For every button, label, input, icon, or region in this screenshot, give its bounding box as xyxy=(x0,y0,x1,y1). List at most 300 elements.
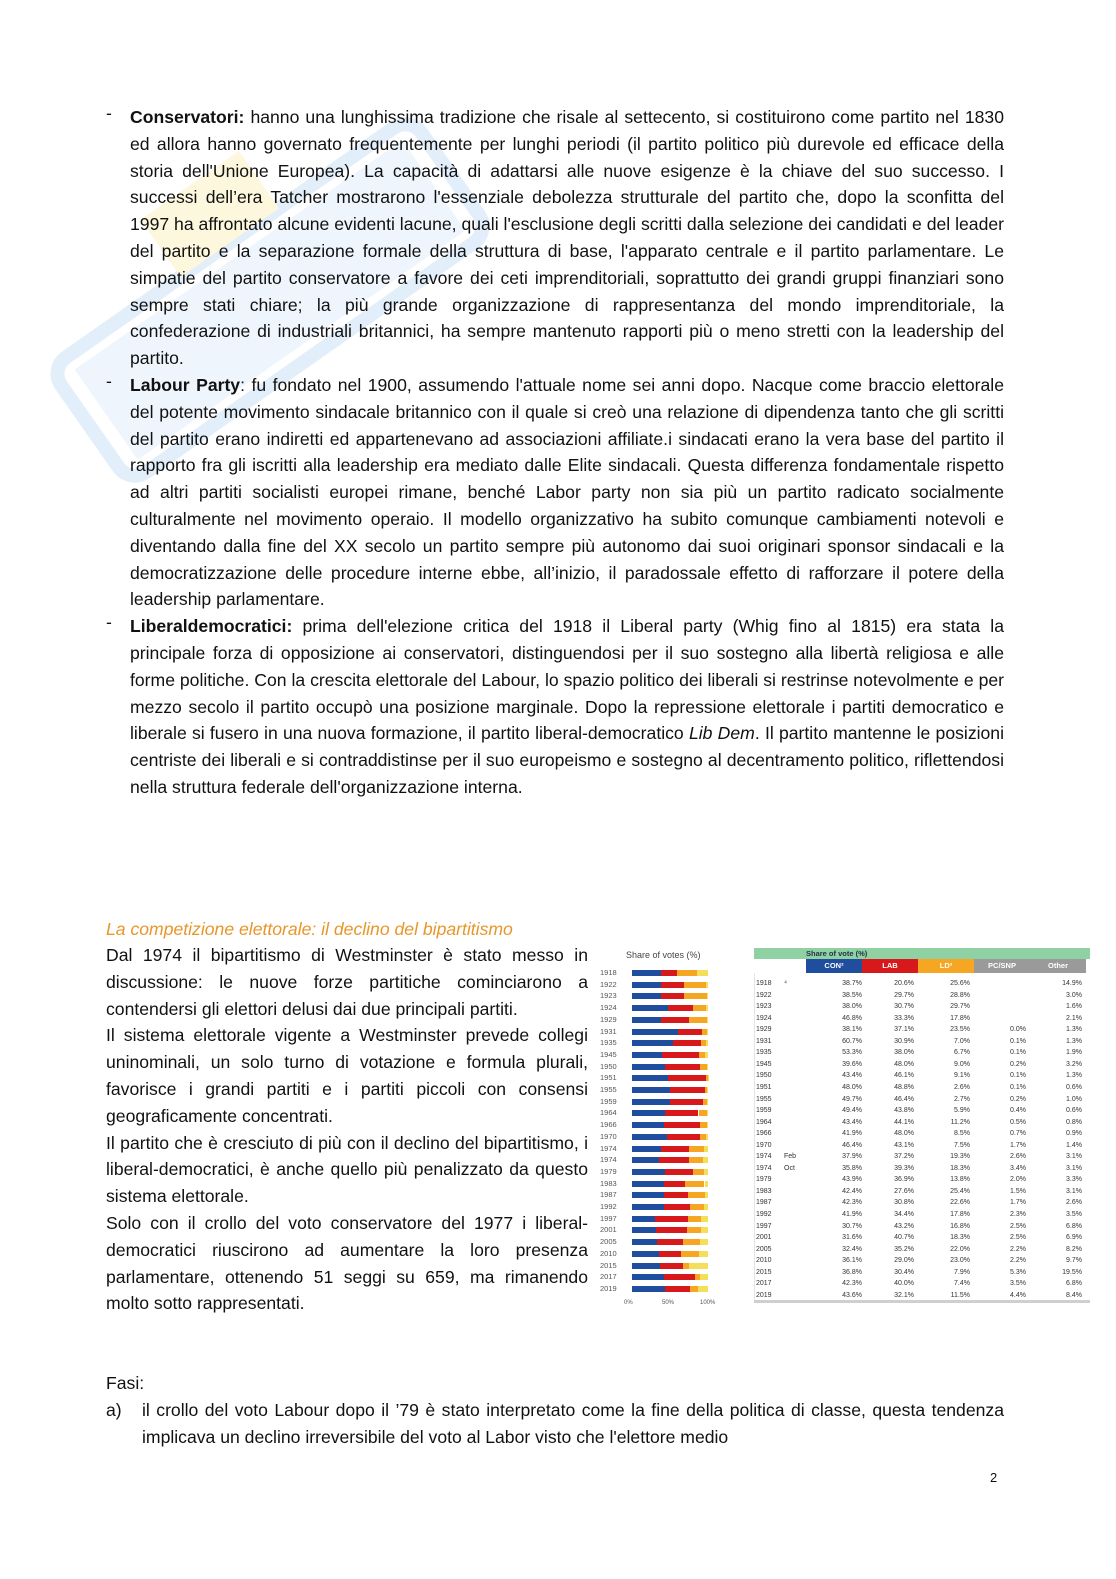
table-cell-lab: 39.3% xyxy=(894,1164,914,1172)
chart-year-label: 1945 xyxy=(600,1049,617,1059)
table-row xyxy=(754,1105,1090,1116)
chart-bar-segment-ld xyxy=(693,1169,703,1175)
chart-bar-segment-ld xyxy=(684,982,706,988)
chart-bar-segment-ld xyxy=(700,1064,707,1070)
table-row xyxy=(754,1047,1090,1058)
bullet-conservatori xyxy=(106,104,1004,372)
table-cell-year: 2017 xyxy=(756,1280,772,1288)
chart-bar xyxy=(632,1192,708,1198)
chart-year-label: 1935 xyxy=(600,1038,617,1048)
table-row xyxy=(754,1209,1090,1220)
chart-year-label: 1922 xyxy=(600,979,617,989)
table-row xyxy=(754,1163,1090,1174)
table-row xyxy=(754,1036,1090,1047)
table-cell-pc: 4.4% xyxy=(1010,1291,1026,1299)
table-cell-oth: 3.0% xyxy=(1066,991,1082,999)
table-cell-lab: 33.3% xyxy=(894,1014,914,1022)
chart-bar-segment-con xyxy=(632,1239,657,1245)
chart-bar xyxy=(632,1146,708,1152)
chart-year-label: 2019 xyxy=(600,1283,617,1293)
chart-bar-segment-other xyxy=(705,1181,708,1187)
chart-year-label: 1924 xyxy=(600,1003,617,1013)
chart-bar-segment-other xyxy=(698,1286,708,1292)
chart-bar-segment-con xyxy=(632,1146,661,1152)
table-cell-pc: 0.2% xyxy=(1010,1060,1026,1068)
table-cell-con: 42.3% xyxy=(842,1280,862,1288)
bullet-liberaldemocratici xyxy=(106,613,1004,801)
table-row xyxy=(754,1082,1090,1093)
table-cell-oth: 8.4% xyxy=(1066,1291,1082,1299)
chart-bar-segment-lab xyxy=(660,1263,683,1269)
chart-year-label: 2001 xyxy=(600,1225,617,1235)
table-cell-ld: 7.5% xyxy=(954,1141,970,1149)
table-cell-ld: 2.7% xyxy=(954,1095,970,1103)
table-cell-lab: 40.0% xyxy=(894,1280,914,1288)
table-cell-lab: 32.1% xyxy=(894,1291,914,1299)
chart-year-label: 1992 xyxy=(600,1202,617,1211)
table-cell-lab: 29.7% xyxy=(894,991,914,999)
chart-bar-segment-con xyxy=(632,982,661,988)
table-cell-oth: 1.3% xyxy=(1066,1037,1082,1045)
chart-bar-segment-lab xyxy=(661,982,684,988)
table-row xyxy=(754,1094,1090,1105)
paragraph: Il partito che è cresciuto di più con il declino del bipartitismo, i liberal-democratici, è anche quello più penalizzato da questo sistema elettorale. xyxy=(106,1132,588,1207)
table-cell-oth: 1.3% xyxy=(1066,1026,1082,1034)
fasi-heading: Fasi: xyxy=(106,1373,145,1393)
table-cell-ld: 5.9% xyxy=(954,1107,970,1115)
chart-bar xyxy=(632,993,708,999)
chart-year-label: 2015 xyxy=(600,1260,617,1270)
chart-bar-segment-con xyxy=(632,1052,662,1058)
table-cell-lab: 37.2% xyxy=(894,1153,914,1161)
table-row xyxy=(754,1267,1090,1278)
main-text xyxy=(106,104,1004,801)
chart-bar-segment-other xyxy=(707,1122,708,1128)
table-cell-con: 36.1% xyxy=(842,1257,862,1265)
chart-year-label: 1955 xyxy=(600,1085,617,1094)
chart-bar xyxy=(632,1029,708,1035)
table-cell-pc: 2.0% xyxy=(1010,1176,1026,1184)
chart-bar-segment-other xyxy=(699,1251,708,1257)
table-cell-pc: 0.7% xyxy=(1010,1130,1026,1138)
table-cell-year: 1935 xyxy=(756,1049,772,1057)
table-cell-oth: 3.1% xyxy=(1066,1164,1082,1172)
table-cell-lab: 46.1% xyxy=(894,1072,914,1080)
table-cell-pc: 3.4% xyxy=(1010,1164,1026,1172)
table-cell-pc: 0.1% xyxy=(1010,1049,1026,1057)
table-cell-lab: 48.8% xyxy=(894,1083,914,1091)
table-cell-ld: 23.5% xyxy=(950,1026,970,1034)
table-header-cell: LD³ xyxy=(918,959,974,973)
chart-bar xyxy=(632,1157,708,1163)
chart-bar-segment-other xyxy=(689,1263,708,1269)
section-title: La competizione elettorale: il declino del bipartitismo xyxy=(106,919,513,939)
chart-bar xyxy=(632,1181,708,1187)
chart-bar xyxy=(632,982,708,988)
bullet-text: hanno una lunghissima tradizione che risale al settecento, si costituirono come partito nel 1830 ed allora hanno governato frequentemente per lunghi periodi (il partito politico più durevole ed efficace della storia dell'Unione Europea). La capacità di adattarsi alle nuove esigenze è la chiave del suo successo. I successi dell’era Tatcher mostrarono l'essenziale debolezza strutturale del partito che, dopo la sconfitta del 1997 ha affrontato alcune evidenti lacune, quali l'esclusione degli scritti dalla selezione dei candidati e del leader del partito e la separazione formale della struttura di base, l'apparato centrale e il partito parlamentare. Le simpatie del partito conservatore a favore dei ceti imprenditoriali, soprattutto dei grandi gruppi finanziari sono sempre stati chiare; la più grande organizzazione di rappresentanza del mondo imprenditoriale, la confederazione di industriali britannici, ha sempre mantenuto rapporti più o meno stretti con la leadership del partito. xyxy=(130,107,1004,369)
table-cell-note: ⁴ xyxy=(784,980,788,987)
table-cell-year: 1955 xyxy=(756,1095,772,1103)
chart-bar xyxy=(632,1239,708,1245)
chart-bar-segment-lab xyxy=(661,993,684,999)
table-cell-oth: 3.2% xyxy=(1066,1060,1082,1068)
chart-bar-segment-con xyxy=(632,1017,661,1023)
bullet-dash: - xyxy=(106,370,112,391)
table-row xyxy=(754,1001,1090,1012)
chart-bar-segment-lab xyxy=(664,1192,687,1198)
table-cell-year: 1974 xyxy=(756,1164,772,1172)
chart-bar-segment-ld xyxy=(681,1251,698,1257)
table-cell-ld: 28.8% xyxy=(950,991,970,999)
chart-bar-segment-other xyxy=(707,1029,708,1035)
table-cell-ld: 22.0% xyxy=(950,1245,970,1253)
table-cell-con: 38.1% xyxy=(842,1026,862,1034)
bullet-title: Conservatori: xyxy=(130,107,245,127)
chart-bar-segment-lab xyxy=(668,1075,705,1081)
table-cell-ld: 9.1% xyxy=(954,1072,970,1080)
paragraph: Dal 1974 il bipartitismo di Westminster è stato messo in discussione: le nuove forze partitiche cominciarono a contendersi gli elettori delusi dai due principali partiti. xyxy=(106,945,588,1019)
table-cell-lab: 37.1% xyxy=(894,1026,914,1034)
chart-bar-segment-other xyxy=(707,1017,708,1023)
chart-year-label: 1950 xyxy=(600,1061,617,1071)
chart-bar-segment-ld xyxy=(684,993,707,999)
chart-bar-segment-lab xyxy=(670,1099,703,1105)
table-cell-pc: 0.4% xyxy=(1010,1107,1026,1115)
table-cell-pc: 1.7% xyxy=(1010,1199,1026,1207)
bullet-italic: Lib Dem xyxy=(688,723,755,744)
table-cell-ld: 29.7% xyxy=(950,1003,970,1011)
chart-bar-segment-lab xyxy=(665,1110,699,1116)
table-cell-pc: 2.2% xyxy=(1010,1257,1026,1265)
chart-bar-segment-ld xyxy=(688,1192,705,1198)
bullet-text: : fu fondato nel 1900, assumendo l'attuale nome sei anni dopo. Nacque come braccio elettorale del potente movimento sindacale britannico con il quale si creò una relazione di dipendenza tanto che gli scritti del partito erano indiretti ed appartenevano ad associazioni affiliate.i sindacati erano la vera base del partito il rapporto fra gli iscritti alla leadership era mediato dalle Elite sindacali. Questa differenza fondamentale rispetto ad altri partiti socialisti europei rimane, benché Labor party non sia più un partito radicato socialmente culturalmente nel movimento operaio. Il modello organizzativo ha subito comunque cambiamenti notevoli e diventando dalla fine del XX secolo un partito sempre più autonomo dai suoi originari sponsor sindacali e la democratizzazione delle procedure interne ebbe, all’inizio, il paradossale effetto di rafforzare il potere della leadership parlamentare. xyxy=(130,374,1004,610)
chart-bar-segment-con xyxy=(632,1134,667,1140)
chart-bar-segment-lab xyxy=(659,1251,681,1257)
chart-year-label: 1983 xyxy=(600,1178,617,1188)
chart-bar xyxy=(632,1251,708,1257)
table-cell-ld: 25.6% xyxy=(950,980,970,987)
table-cell-oth: 1.4% xyxy=(1066,1141,1082,1149)
chart-bar xyxy=(632,1064,708,1070)
chart-bar-segment-con xyxy=(632,1110,665,1116)
table-header xyxy=(754,959,1090,973)
table-cell-ld: 7.4% xyxy=(954,1280,970,1288)
chart-x-tick: 100% xyxy=(700,1300,716,1306)
chart-bar-segment-ld xyxy=(683,1239,700,1245)
chart-year-label: 1929 xyxy=(600,1014,617,1024)
chart-bar-segment-con xyxy=(632,1204,664,1210)
chart-bar-segment-lab xyxy=(678,1029,701,1035)
chart-bar-segment-ld xyxy=(693,1005,707,1011)
table-cell-year: 1987 xyxy=(756,1199,772,1207)
chart-bar-segment-lab xyxy=(667,1134,700,1140)
table-row xyxy=(754,1221,1090,1232)
chart-bar-segment-con xyxy=(632,1064,665,1070)
page-number: 2 xyxy=(990,1470,998,1485)
table-cell-lab: 20.6% xyxy=(894,980,914,987)
chart-year-label: 1979 xyxy=(600,1166,617,1176)
chart-bar-segment-lab xyxy=(659,1157,689,1163)
table-cell-ld: 8.5% xyxy=(954,1130,970,1138)
table-cell-lab: 44.1% xyxy=(894,1118,914,1126)
table-cell-year: 1950 xyxy=(756,1072,772,1080)
chart-bar-segment-other xyxy=(697,970,708,976)
chart-bar-segment-lab xyxy=(656,1227,687,1233)
table-row xyxy=(754,1070,1090,1081)
table-cell-ld: 2.6% xyxy=(954,1083,970,1091)
fasi-section xyxy=(106,1370,1004,1450)
table-cell-con: 41.9% xyxy=(842,1130,862,1138)
table-cell-lab: 43.8% xyxy=(894,1107,914,1115)
chart-bar xyxy=(632,1075,708,1081)
chart-bar-segment-lab xyxy=(661,1017,689,1023)
table-cell-pc: 2.5% xyxy=(1010,1234,1026,1242)
chart-bar-segment-ld xyxy=(689,1017,707,1023)
table-row xyxy=(754,1186,1090,1197)
table-cell-lab: 27.6% xyxy=(894,1187,914,1195)
chart-bar-segment-other xyxy=(701,1227,708,1233)
table-cell-oth: 3.5% xyxy=(1066,1211,1082,1218)
table-cell-con: 30.7% xyxy=(842,1222,862,1230)
chart-year-label: 1964 xyxy=(600,1108,617,1118)
chart-bar-segment-other xyxy=(700,1239,708,1245)
bullet-title: Liberaldemocratici: xyxy=(130,616,293,637)
fasi-item-label: a) xyxy=(106,1399,122,1420)
table-cell-oth: 3.3% xyxy=(1066,1176,1082,1184)
bullet-labour xyxy=(106,372,1004,613)
table-cell-pc: 0.5% xyxy=(1010,1118,1026,1126)
table-cell-ld: 16.8% xyxy=(950,1222,970,1230)
chart-bar-segment-con xyxy=(632,1099,670,1105)
table-title: Share of vote (%) xyxy=(806,949,868,958)
table-cell-pc: 2.5% xyxy=(1010,1222,1026,1230)
table-cell-lab: 34.4% xyxy=(894,1211,914,1218)
chart-bar xyxy=(632,970,708,976)
table-cell-con: 43.4% xyxy=(842,1118,862,1126)
table-cell-oth: 1.9% xyxy=(1066,1049,1082,1057)
table-cell-oth: 0.8% xyxy=(1066,1118,1082,1126)
fasi-item xyxy=(106,1397,1004,1451)
table-cell-oth: 3.1% xyxy=(1066,1153,1082,1161)
chart-bar-segment-other xyxy=(707,1064,708,1070)
table-cell-con: 43.9% xyxy=(842,1176,862,1184)
table-cell-con: 46.4% xyxy=(842,1141,862,1149)
chart-bar-segment-ld xyxy=(689,1146,704,1152)
chart-bar-segment-other xyxy=(706,1040,708,1046)
chart-bar-segment-lab xyxy=(670,1087,705,1093)
table-cell-year: 2001 xyxy=(756,1234,772,1242)
table-cell-year: 1997 xyxy=(756,1222,772,1230)
chart-bar-segment-con xyxy=(632,1087,670,1093)
table-row xyxy=(754,1232,1090,1243)
chart-x-tick: 0% xyxy=(624,1300,633,1306)
chart-bar-segment-other xyxy=(704,1204,708,1210)
table-cell-lab: 43.2% xyxy=(894,1222,914,1230)
table-row xyxy=(754,1013,1090,1024)
table-cell-year: 1924 xyxy=(756,1014,772,1022)
chart-bar-segment-ld xyxy=(689,1157,703,1163)
chart-bar xyxy=(632,1005,708,1011)
table-cell-year: 2019 xyxy=(756,1291,772,1299)
chart-bar-segment-ld xyxy=(699,1052,706,1058)
table-cell-con: 39.6% xyxy=(842,1060,862,1068)
chart-bar-segment-lab xyxy=(664,1181,685,1187)
table-row xyxy=(754,1140,1090,1151)
chart-bar-segment-con xyxy=(632,970,661,976)
chart-bar xyxy=(632,1169,708,1175)
table-row xyxy=(754,1290,1090,1301)
chart-bar xyxy=(632,1017,708,1023)
table-cell-lab: 46.4% xyxy=(894,1095,914,1103)
table-cell-con: 32.4% xyxy=(842,1245,862,1253)
vote-share-chart xyxy=(600,948,740,1310)
table-cell-ld: 25.4% xyxy=(950,1187,970,1195)
table-cell-oth: 6.8% xyxy=(1066,1222,1082,1230)
table-cell-con: 43.6% xyxy=(842,1291,862,1299)
table-cell-lab: 48.0% xyxy=(894,1060,914,1068)
chart-bar-segment-con xyxy=(632,1005,668,1011)
table-cell-ld: 13.8% xyxy=(950,1176,970,1184)
chart-bar-segment-con xyxy=(632,1274,664,1280)
chart-bar xyxy=(632,1274,708,1280)
paragraph: Solo con il crollo del voto conservatore del 1977 i liberal-democratici riuscirono ad aumentare la loro presenza parlamentare, ottenendo 51 seggi su 659, ma rimanendo molto sotto rappresentati. xyxy=(106,1212,588,1314)
chart-year-label: 1959 xyxy=(600,1096,617,1106)
table-cell-lab: 38.0% xyxy=(894,1049,914,1057)
table-cell-year: 1931 xyxy=(756,1037,772,1045)
table-cell-year: 2015 xyxy=(756,1268,772,1276)
table-cell-year: 1992 xyxy=(756,1211,772,1218)
table-cell-ld: 6.7% xyxy=(954,1049,970,1057)
chart-bar xyxy=(632,1110,708,1116)
table-cell-year: 1974 xyxy=(756,1153,772,1161)
bullet-title: Labour Party xyxy=(130,374,241,395)
chart-bar-segment-other xyxy=(705,1192,708,1198)
table-row xyxy=(754,1059,1090,1070)
chart-year-label: 1966 xyxy=(600,1120,617,1130)
table-cell-lab: 30.7% xyxy=(894,1003,914,1011)
chart-bar-segment-ld xyxy=(687,1227,701,1233)
chart-year-label: 1970 xyxy=(600,1131,617,1141)
table-cell-con: 42.4% xyxy=(842,1187,862,1195)
table-cell-oth: 0.6% xyxy=(1066,1083,1082,1091)
chart-year-label: 1951 xyxy=(600,1073,617,1083)
table-cell-year: 1922 xyxy=(756,991,772,999)
chart-bar-segment-ld xyxy=(699,1110,708,1116)
table-cell-lab: 36.9% xyxy=(894,1176,914,1184)
table-cell-con: 49.4% xyxy=(842,1107,862,1115)
table-cell-year: 1929 xyxy=(756,1026,772,1034)
chart-bar-segment-ld xyxy=(688,1216,701,1222)
table-cell-year: 1959 xyxy=(756,1107,772,1115)
chart-bar-segment-con xyxy=(632,1169,665,1175)
chart-bar-segment-con xyxy=(632,1181,664,1187)
table-row xyxy=(754,1151,1090,1162)
table-cell-ld: 11.5% xyxy=(950,1291,970,1299)
chart-bar-segment-con xyxy=(632,1251,659,1257)
table-cell-ld: 23.0% xyxy=(950,1257,970,1265)
table-cell-oth: 0.9% xyxy=(1066,1130,1082,1138)
chart-bar-segment-lab xyxy=(673,1040,702,1046)
table-cell-oth: 6.9% xyxy=(1066,1234,1082,1242)
chart-bar-segment-other xyxy=(707,1110,708,1116)
table-header-cell: PC/SNP xyxy=(974,959,1030,973)
table-cell-con: 41.9% xyxy=(842,1211,862,1218)
table-cell-year: 1923 xyxy=(756,1003,772,1011)
table-cell-lab: 35.2% xyxy=(894,1245,914,1253)
table-row xyxy=(754,1197,1090,1208)
chart-bar-segment-con xyxy=(632,1216,655,1222)
chart-bar-segment-lab xyxy=(657,1239,684,1245)
table-cell-ld: 9.0% xyxy=(954,1060,970,1068)
chart-year-label: 1987 xyxy=(600,1190,617,1200)
table-cell-oth: 1.0% xyxy=(1066,1095,1082,1103)
table-cell-lab: 48.0% xyxy=(894,1130,914,1138)
chart-year-label: 1923 xyxy=(600,991,617,1001)
chart-bar-segment-lab xyxy=(665,1064,700,1070)
table-row xyxy=(754,1128,1090,1139)
chart-bar-segment-con xyxy=(632,1157,659,1163)
bullet-dash: - xyxy=(106,103,112,123)
table-header-cell: CON² xyxy=(806,959,862,973)
chart-bar-segment-other xyxy=(706,1134,708,1140)
table-header-cell: Other xyxy=(1030,959,1086,973)
table-cell-con: 46.8% xyxy=(842,1014,862,1022)
chart-bar-segment-lab xyxy=(664,1204,690,1210)
table-cell-oth: 0.6% xyxy=(1066,1107,1082,1115)
table-cell-pc: 0.1% xyxy=(1010,1037,1026,1045)
chart-bar-segment-con xyxy=(632,1263,660,1269)
table-cell-ld: 17.8% xyxy=(950,1014,970,1022)
table-cell-pc: 0.1% xyxy=(1010,1072,1026,1080)
table-cell-ld: 22.6% xyxy=(950,1199,970,1207)
chart-bar xyxy=(632,1087,708,1093)
table-cell-lab: 40.7% xyxy=(894,1234,914,1242)
chart-bar-segment-other xyxy=(706,982,708,988)
chart-bar xyxy=(632,1052,708,1058)
table-cell-pc: 0.0% xyxy=(1010,1026,1026,1034)
section-body xyxy=(106,942,588,1317)
table-cell-oth: 19.5% xyxy=(1062,1268,1082,1276)
table-row xyxy=(754,978,1090,989)
table-cell-year: 1918 xyxy=(756,980,772,987)
table-cell-year: 2005 xyxy=(756,1245,772,1253)
chart-bar-segment-con xyxy=(632,1122,664,1128)
table-cell-lab: 30.4% xyxy=(894,1268,914,1276)
chart-year-label: 1974 xyxy=(600,1155,617,1165)
paragraph: Il sistema elettorale vigente a Westminster prevede collegi uninominali, un solo turno di votazione e formula plurali, favorisce i grandi partiti e i partiti piccoli con consensi geograficamente concentrati. xyxy=(106,1025,588,1126)
table-cell-con: 38.0% xyxy=(842,1003,862,1011)
chart-bar-segment-other xyxy=(703,1157,708,1163)
table-cell-con: 49.7% xyxy=(842,1095,862,1103)
chart-bar-segment-lab xyxy=(664,1274,694,1280)
chart-bar-segment-lab xyxy=(664,1122,700,1128)
table-cell-oth: 2.6% xyxy=(1066,1199,1082,1207)
table-cell-oth: 6.8% xyxy=(1066,1280,1082,1288)
table-row xyxy=(754,1255,1090,1266)
bullet-dash: - xyxy=(106,612,112,633)
table-cell-oth: 3.1% xyxy=(1066,1187,1082,1195)
table-cell-pc: 2.3% xyxy=(1010,1211,1026,1218)
table-cell-lab: 30.8% xyxy=(894,1199,914,1207)
table-cell-year: 1983 xyxy=(756,1187,772,1195)
chart-bar xyxy=(632,1134,708,1140)
chart-bar-segment-other xyxy=(707,1099,708,1105)
table-cell-con: 35.8% xyxy=(842,1164,862,1172)
table-cell-oth: 1.6% xyxy=(1066,1003,1082,1011)
chart-bar-segment-lab xyxy=(662,1052,698,1058)
chart-bar-segment-other xyxy=(700,1274,708,1280)
table-cell-year: 2010 xyxy=(756,1257,772,1265)
